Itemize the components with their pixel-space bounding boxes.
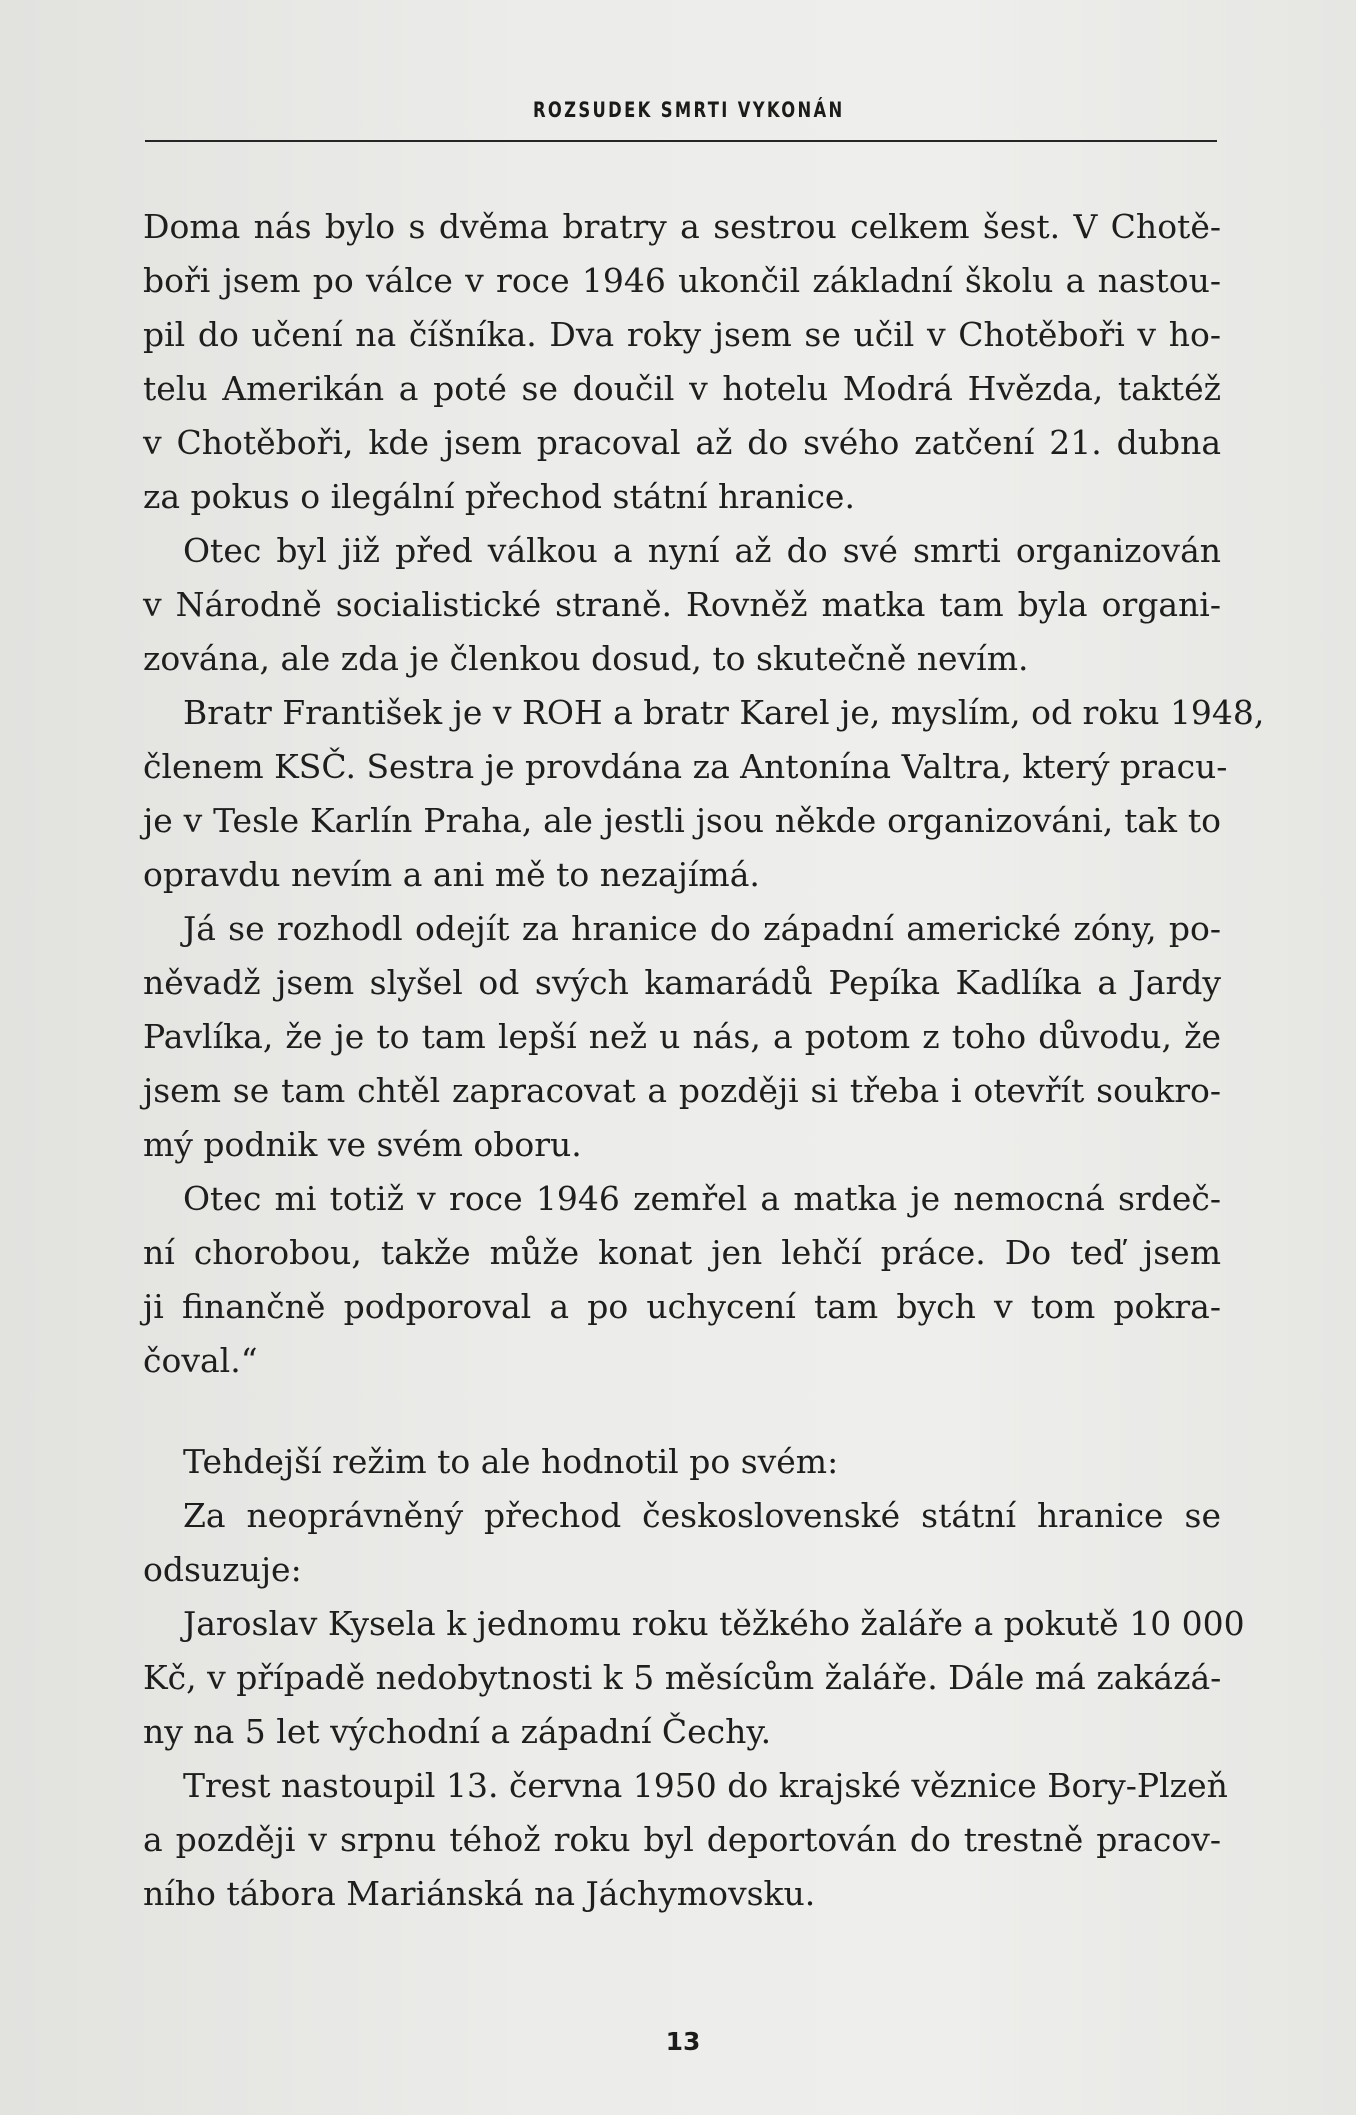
text-line: členem KSČ. Sestra je provdána za Antonína Valtra, který pracu- <box>143 747 1228 786</box>
text-line: opravdu nevím a ani mě to nezajímá. <box>143 855 760 894</box>
text-line: telu Amerikán a poté se doučil v hotelu Modrá Hvězda, taktéž <box>143 369 1221 408</box>
text-line: Pavlíka, že je to tam lepší než u nás, a potom z toho důvodu, že <box>143 1017 1221 1056</box>
text-line: Kč, v případě nedobytnosti k 5 měsícům žaláře. Dále má zakázá- <box>143 1658 1222 1697</box>
text-line: Tehdejší režim to ale hodnotil po svém: <box>183 1442 839 1481</box>
text-line: za pokus o ilegální přechod státní hranice. <box>143 477 855 516</box>
text-line: Bratr František je v ROH a bratr Karel je, myslím, od roku 1948, <box>183 693 1265 732</box>
text-line: zována, ale zda je členkou dosud, to skutečně nevím. <box>143 639 1029 678</box>
text-line: něvadž jsem slyšel od svých kamarádů Pepíka Kadlíka a Jardy <box>143 963 1221 1002</box>
text-line: a později v srpnu téhož roku byl deportován do trestně pracov- <box>143 1820 1221 1859</box>
text-line: Já se rozhodl odejít za hranice do západní americké zóny, po- <box>183 909 1221 948</box>
text-line: ního tábora Mariánská na Jáchymovsku. <box>143 1874 816 1913</box>
text-line: Jaroslav Kysela k jednomu roku těžkého žaláře a pokutě 10 000 <box>183 1604 1245 1643</box>
text-line: ní chorobou, takže může konat jen lehčí práce. Do teď jsem <box>143 1233 1221 1272</box>
body-text <box>143 200 1265 1921</box>
text-line: odsuzuje: <box>143 1550 302 1589</box>
header-rule <box>145 140 1217 142</box>
text-line: ny na 5 let východní a západní Čechy. <box>143 1712 772 1751</box>
text-line: Za neoprávněný přechod československé státní hranice se <box>183 1496 1221 1535</box>
running-head: ROZSUDEK SMRTI VYKONÁN <box>532 98 845 122</box>
text-line: Otec mi totiž v roce 1946 zemřel a matka je nemocná srdeč- <box>183 1179 1221 1218</box>
text-line: Otec byl již před válkou a nyní až do své smrti organizován <box>183 531 1221 570</box>
text-line: je v Tesle Karlín Praha, ale jestli jsou někde organizováni, tak to <box>143 801 1221 840</box>
text-line: mý podnik ve svém oboru. <box>143 1125 582 1164</box>
page-number: 13 <box>665 2027 701 2056</box>
text-line: jsem se tam chtěl zapracovat a později si třeba i otevřít soukro- <box>143 1071 1221 1110</box>
text-line: Doma nás bylo s dvěma bratry a sestrou celkem šest. V Chotě- <box>143 207 1221 246</box>
text-line: boři jsem po válce v roce 1946 ukončil základní školu a nastou- <box>143 261 1221 300</box>
text-line: v Chotěboři, kde jsem pracoval až do svého zatčení 21. dubna <box>143 423 1221 462</box>
text-line: čoval.“ <box>143 1341 258 1380</box>
text-line: pil do učení na číšníka. Dva roky jsem se učil v Chotěboři v ho- <box>143 315 1221 354</box>
text-line: Trest nastoupil 13. června 1950 do krajské věznice Bory-Plzeň <box>183 1766 1228 1805</box>
text-line: ji finančně podporoval a po uchycení tam bych v tom pokra- <box>143 1287 1221 1326</box>
text-line: v Národně socialistické straně. Rovněž matka tam byla organi- <box>143 585 1221 624</box>
